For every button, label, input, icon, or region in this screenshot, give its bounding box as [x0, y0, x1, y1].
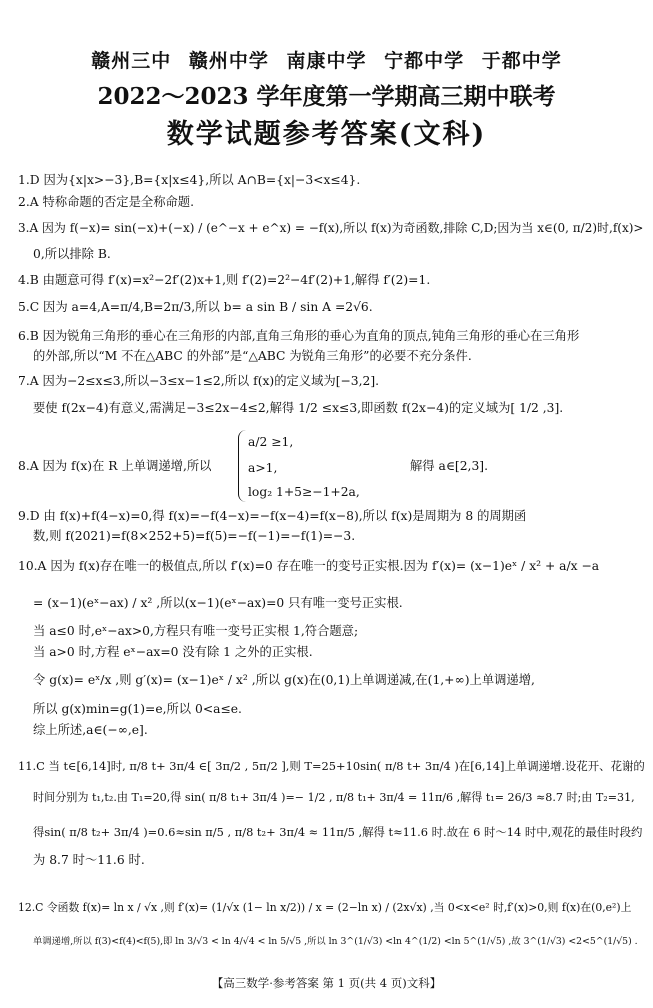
school-list: 赣州三中 赣州中学 南康中学 宁都中学 于都中学 — [91, 50, 562, 72]
answer-line: 要使 f(2x−4)有意义,需满足−3≤2x−4≤2,解得 1/2 ≤x≤3,即函数 f(2x−4)的定义域为[ 1/2 ,3]. — [33, 401, 564, 415]
answer-line: 的外部,所以“M 不在△ABC 的外部”是“△ABC 为锐角三角形”的必要不充分条件. — [33, 349, 472, 363]
answer-line: = (x−1)(eˣ−ax) / x² ,所以(x−1)(eˣ−ax)=0 只有唯一变号正实根. — [33, 596, 403, 610]
answer-line: 3.A 因为 f(−x)= sin(−x)+(−x) / (e^−x + e^x) = −f(x),所以 f(x)为奇函数,排除 C,D;因为当 x∈(0, π/2)时,f(x)> — [18, 221, 644, 235]
answer-line: 10.A 因为 f(x)存在唯一的极值点,所以 f′(x)=0 存在唯一的变号正实根.因为 f′(x)= (x−1)eˣ / x² + a/x −a — [18, 559, 600, 573]
answer-line: 令 g(x)= eˣ/x ,则 g′(x)= (x−1)eˣ / x² ,所以 g(x)在(0,1)上单调递减,在(1,+∞)上单调递增, — [33, 673, 535, 687]
answer-line: 0,所以排除 B. — [33, 247, 111, 261]
system-row: log₂ 1+5≥−1+2a, — [248, 485, 360, 499]
answer-line: 6.B 因为锐角三角形的垂心在三角形的内部,直角三角形的垂心为直角的顶点,钝角三角形的垂心在三角形 — [18, 329, 580, 343]
answer-line: 7.A 因为−2≤x≤3,所以−3≤x−1≤2,所以 f(x)的定义域为[−3,2]. — [18, 374, 380, 388]
system-row: a>1, — [248, 461, 278, 475]
answer-line: 单调递增,所以 f(3)<f(4)<f(5),即 ln 3/√3 < ln 4/√4 < ln 5/√5 ,所以 ln 3^(1/√3) <ln 4^(1/2) <ln 5^(1/√5) ,故 3^(1/√3) <2<5^(1/√5) . — [33, 936, 638, 947]
answer-line: 4.B 由题意可得 f′(x)=x²−2f′(2)x+1,则 f′(2)=2²−4f′(2)+1,解得 f′(2)=1. — [18, 273, 431, 287]
answer-line: 为 8.7 时～11.6 时. — [33, 853, 145, 867]
answer-line: 数,则 f(2021)=f(8×252+5)=f(5)=−f(−1)=−f(1)=−3. — [33, 529, 356, 543]
system-row: a/2 ≥1, — [248, 435, 294, 449]
page-title: 数学试题参考答案(文科) — [166, 119, 487, 150]
answer-line: 当 a>0 时,方程 eˣ−ax=0 没有除 1 之外的正实根. — [33, 645, 313, 659]
answer-line: 5.C 因为 a=4,A=π/4,B=2π/3,所以 b= a sin B / sin A =2√6. — [18, 300, 373, 314]
answer-line: 当 a≤0 时,eˣ−ax>0,方程只有唯一变号正实根 1,符合题意; — [33, 624, 359, 638]
answer-line: 1.D 因为{x|x>−3},B={x|x≤4},所以 A∩B={x|−3<x≤4}. — [18, 173, 361, 187]
answer-line: 9.D 由 f(x)+f(4−x)=0,得 f(x)=−f(4−x)=−f(x−4)=f(x−8),所以 f(x)是周期为 8 的周期函 — [18, 509, 527, 523]
answer-line: 8.A 因为 f(x)在 R 上单调递增,所以 — [18, 459, 212, 473]
answer-line: 12.C 令函数 f(x)= ln x / √x ,则 f′(x)= (1/√x (1− ln x/2)) / x = (2−ln x) / (2x√x) ,当 0<x<e² 时,f′(x)>0,则 f(x)在(0,e²)上 — [18, 901, 632, 914]
answer-line: 所以 g(x)min=g(1)=e,所以 0<a≤e. — [33, 702, 242, 716]
exam-term: 2022～2023 学年度第一学期高三期中联考 — [97, 83, 556, 110]
answer-line: 得sin( π/8 t₂+ 3π/4 )=0.6≈sin π/5 , π/8 t₂+ 3π/4 ≈ 11π/5 ,解得 t≈11.6 时.故在 6 时～14 时中,观花的最佳时段约 — [33, 825, 643, 839]
page-footer: 【高三数学·参考答案 第 1 页(共 4 页)文科】 — [211, 976, 442, 990]
answer-line: 时间分别为 t₁,t₂.由 T₁=20,得 sin( π/8 t₁+ 3π/4 )=− 1/2 , π/8 t₁+ 3π/4 = 11π/6 ,解得 t₁= 26/3 ≈8.7 时;由 T₂=31, — [33, 791, 635, 804]
answer-line: 综上所述,a∈(−∞,e]. — [33, 723, 148, 737]
answer-line: 2.A 特称命题的否定是全称命题. — [18, 195, 194, 209]
answer-line: 11.C 当 t∈[6,14]时, π/8 t+ 3π/4 ∈[ 3π/2 , 5π/2 ],则 T=25+10sin( π/8 t+ 3π/4 )在[6,14]上单调递增.设花开、花谢的 — [18, 759, 645, 773]
answer-line: 解得 a∈[2,3]. — [410, 459, 488, 473]
